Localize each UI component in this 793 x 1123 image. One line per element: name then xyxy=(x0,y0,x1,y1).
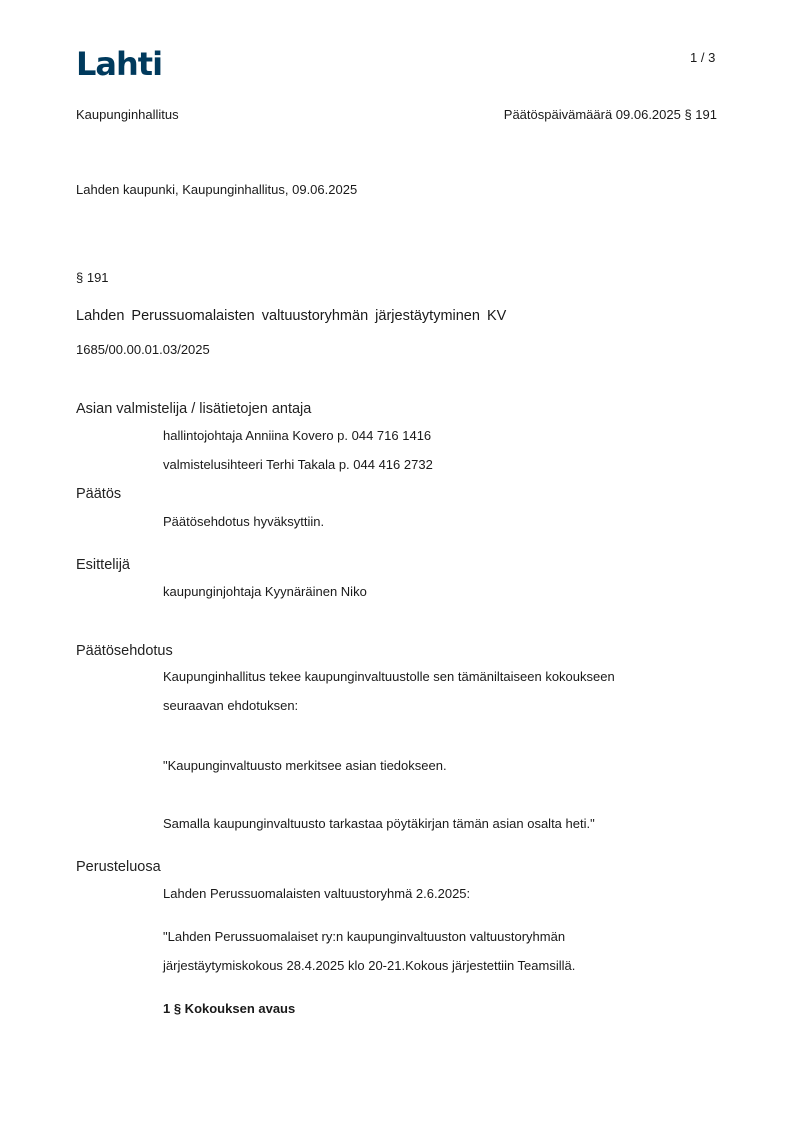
proposal-quote-2: Samalla kaupunginvaltuusto tarkastaa pöytäkirjan tämän asian osalta heti." xyxy=(163,816,595,831)
rationale-line-2: "Lahden Perussuomalaiset ry:n kaupunginvaltuuston valtuustoryhmän xyxy=(163,929,566,944)
section-number: § 191 xyxy=(76,270,109,285)
rationale-subheading: 1 § Kokouksen avaus xyxy=(163,1001,296,1016)
proposal-heading: Päätösehdotus xyxy=(76,643,173,659)
document-title: Lahden Perussuomalaisten valtuustoryhmän järjestäytyminen KV xyxy=(76,308,507,324)
decision-heading: Päätös xyxy=(76,486,122,502)
presenter-heading: Esittelijä xyxy=(76,557,130,573)
lahti-logo: Lahti xyxy=(76,45,163,83)
preparer-line-2: valmistelusihteeri Terhi Takala p. 044 416 2732 xyxy=(163,457,433,472)
record-id: 1685/00.00.01.03/2025 xyxy=(76,342,210,357)
preparer-heading: Asian valmistelija / lisätietojen antaja xyxy=(76,401,312,417)
meeting-line: Lahden kaupunki, Kaupunginhallitus, 09.06.2025 xyxy=(76,182,358,197)
preparer-line-1: hallintojohtaja Anniina Kovero p. 044 716 1416 xyxy=(163,428,432,443)
proposal-line-2: seuraavan ehdotuksen: xyxy=(163,698,299,713)
page-number: 1 / 3 xyxy=(690,50,716,65)
decision-text: Päätösehdotus hyväksyttiin. xyxy=(163,514,325,529)
proposal-quote-1: "Kaupunginvaltuusto merkitsee asian tiedokseen. xyxy=(163,758,447,773)
header-body: Kaupunginhallitus xyxy=(76,107,179,122)
rationale-heading: Perusteluosa xyxy=(76,859,161,875)
proposal-line-1: Kaupunginhallitus tekee kaupunginvaltuustolle sen tämäniltaiseen kokoukseen xyxy=(163,669,615,684)
rationale-line-3: järjestäytymiskokous 28.4.2025 klo 20-21.Kokous järjestettiin Teamsillä. xyxy=(163,958,576,973)
rationale-line-1: Lahden Perussuomalaisten valtuustoryhmä 2.6.2025: xyxy=(163,886,471,901)
header-decision-date: Päätöspäivämäärä 09.06.2025 § 191 xyxy=(503,107,717,122)
presenter-text: kaupunginjohtaja Kyynäräinen Niko xyxy=(163,584,367,599)
